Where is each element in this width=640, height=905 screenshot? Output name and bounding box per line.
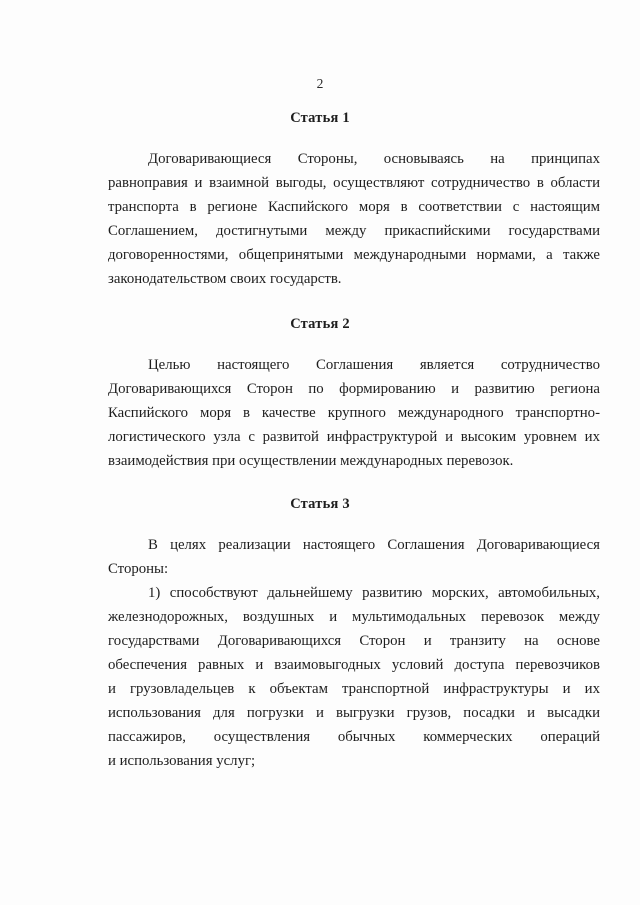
article-2-line: взаимодействия при осуществлении международных перевозок. <box>108 453 514 469</box>
article-2-line: логистического узла с развитой инфраструктурой и высоким уровнем их <box>108 429 600 445</box>
article-3-item-1-line: пассажиров, осуществления обычных коммерческих операций <box>108 729 600 745</box>
article-3-intro-line: В целях реализации настоящего Соглашения Договаривающиеся <box>148 537 600 553</box>
article-1-heading: Статья 1 <box>290 110 350 126</box>
article-3-item-1-line: и использования услуг; <box>108 753 256 769</box>
article-3-item-1-line: обеспечения равных и взаимовыгодных условий доступа перевозчиков <box>108 657 600 673</box>
article-1-line: Договаривающиеся Стороны, основываясь на принципах <box>148 151 600 167</box>
article-3-heading: Статья 3 <box>290 496 350 512</box>
article-1-line: Соглашением, достигнутыми между прикаспийскими государствами <box>108 223 600 239</box>
article-2-heading: Статья 2 <box>290 316 350 332</box>
article-2-line: Договаривающихся Сторон по формированию и развитию региона <box>108 381 600 397</box>
article-3-item-1-line: использования для погрузки и выгрузки грузов, посадки и высадки <box>108 705 600 721</box>
article-3-intro-line: Стороны: <box>108 561 169 577</box>
page-number: 2 <box>316 76 324 91</box>
article-2-line: Целью настоящего Соглашения является сотрудничество <box>148 357 600 373</box>
article-2-line: Каспийского моря в качестве крупного международного транспортно- <box>108 405 600 421</box>
article-1-line: договоренностями, общепринятыми международными нормами, а также <box>108 247 600 263</box>
article-1-line: законодательством своих государств. <box>108 271 342 287</box>
article-3-item-1-line: и грузовладельцев к объектам транспортной инфраструктуры и их <box>108 681 600 697</box>
article-3-item-1-line: государствами Договаривающихся Сторон и транзиту на основе <box>108 633 600 649</box>
article-1-line: равноправия и взаимной выгоды, осуществляют сотрудничество в области <box>108 175 600 191</box>
article-1-line: транспорта в регионе Каспийского моря в соответствии с настоящим <box>108 199 600 215</box>
article-3-item-1-line: 1) способствуют дальнейшему развитию морских, автомобильных, <box>148 585 600 601</box>
article-3-item-1-line: железнодорожных, воздушных и мультимодальных перевозок между <box>108 609 600 625</box>
